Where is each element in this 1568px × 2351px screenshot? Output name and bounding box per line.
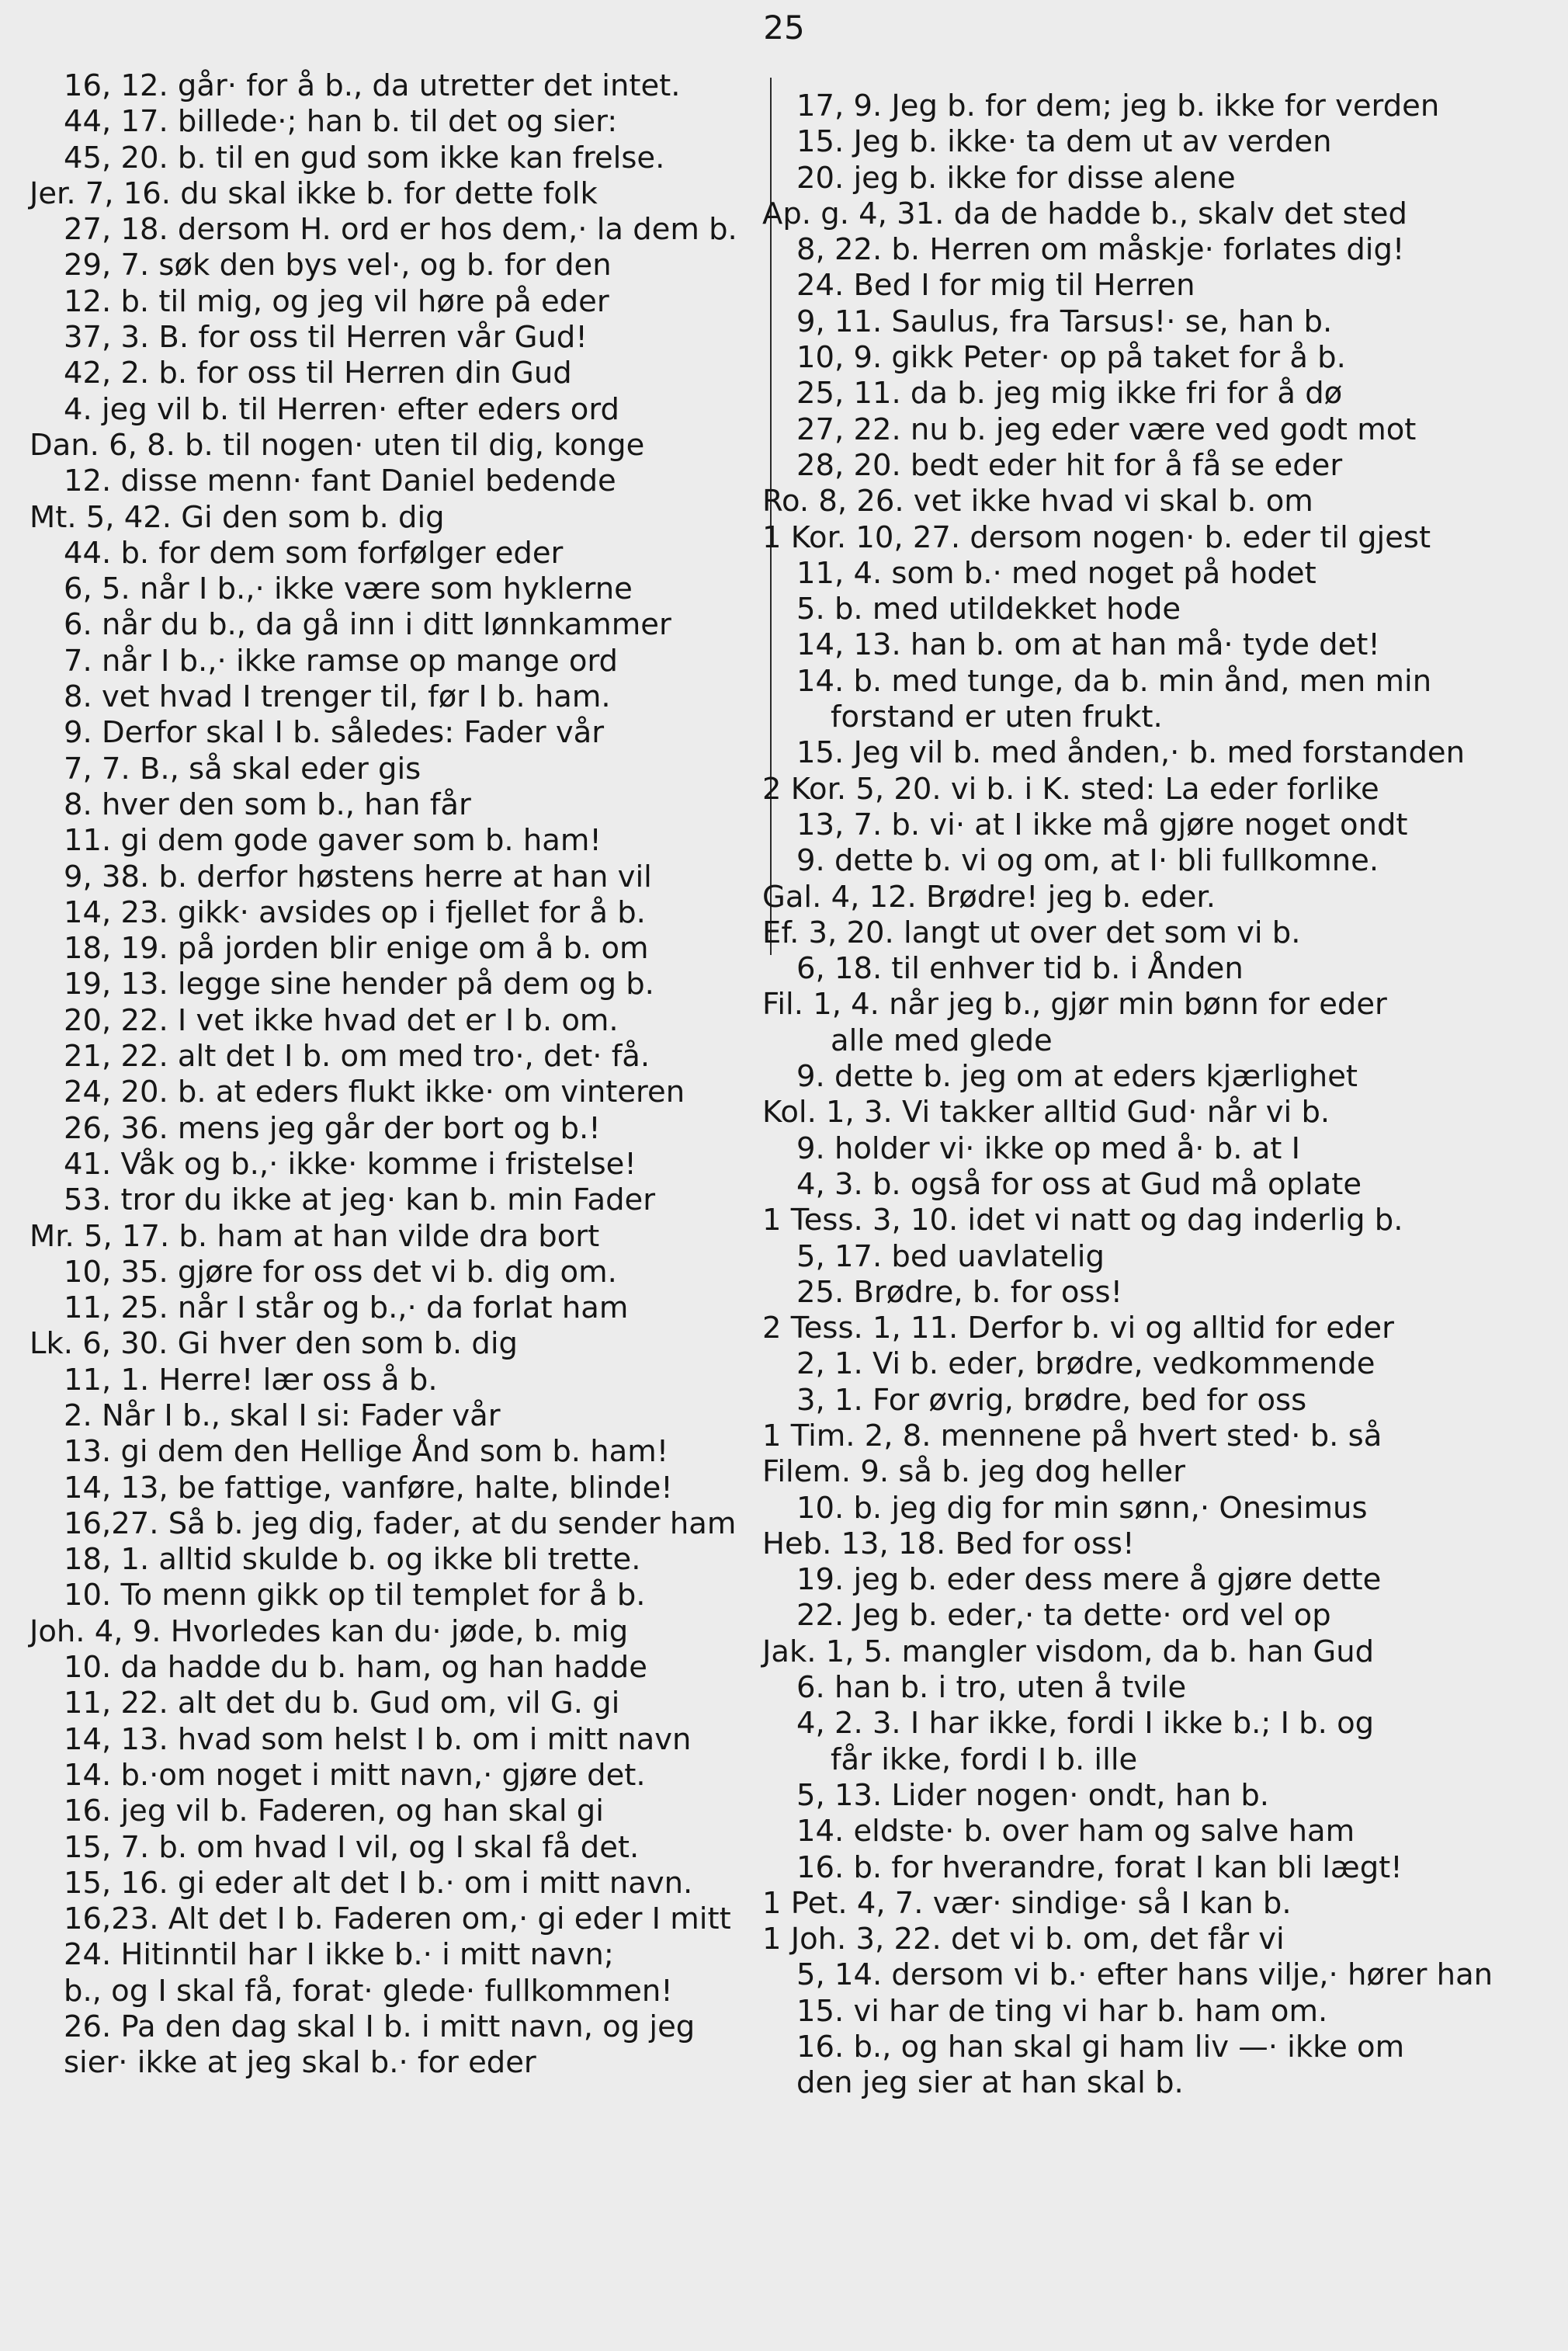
concordance-entry: 7, 7. B., så skal eder gis xyxy=(64,751,421,787)
concordance-entry: 26. Pa den dag skal I b. i mitt navn, og jeg xyxy=(64,2009,696,2045)
concordance-entry: 14, 13, be fattige, vanføre, halte, blinde! xyxy=(64,1470,673,1505)
concordance-entry: 21, 22. alt det I b. om med tro·, det· få. xyxy=(64,1039,650,1075)
concordance-entry: Mt. 5, 42. Gi den som b. dig xyxy=(29,499,445,535)
concordance-entry: 1 Tim. 2, 8. mennene på hvert sted· b. så xyxy=(762,1418,1382,1453)
concordance-entry: Kol. 1, 3. Vi takker alltid Gud· når vi b. xyxy=(762,1095,1330,1130)
concordance-entry: 45, 20. b. til en gud som ikke kan frelse. xyxy=(64,140,665,175)
concordance-entry: 10, 35. gjøre for oss det vi b. dig om. xyxy=(64,1254,617,1290)
concordance-entry: 9, 11. Saulus, fra Tarsus!· se, han b. xyxy=(796,304,1333,339)
concordance-entry: 12. disse menn· fant Daniel bedende xyxy=(64,464,616,499)
concordance-entry: 16, 12. går· for å b., da utretter det intet. xyxy=(64,68,681,103)
concordance-entry: Ap. g. 4, 31. da de hadde b., skalv det sted xyxy=(762,196,1407,231)
concordance-entry: 9. dette b. jeg om at eders kjærlighet xyxy=(796,1059,1358,1095)
concordance-entry: 2 Tess. 1, 11. Derfor b. vi og alltid for eder xyxy=(762,1311,1394,1346)
left-column xyxy=(29,68,765,2082)
concordance-entry: 18, 1. alltid skulde b. og ikke bli trette. xyxy=(64,1542,641,1578)
concordance-entry: 17, 9. Jeg b. for dem; jeg b. ikke for verden xyxy=(796,89,1440,123)
concordance-entry: 20. jeg b. ikke for disse alene xyxy=(796,160,1236,196)
concordance-entry: 14. b. med tunge, da b. min ånd, men min xyxy=(796,663,1432,699)
concordance-entry: 6, 5. når I b.,· ikke være som hyklerne xyxy=(64,571,633,607)
concordance-entry: 41. Våk og b.,· ikke· komme i fristelse! xyxy=(64,1146,637,1182)
concordance-entry: 37, 3. B. for oss til Herren vår Gud! xyxy=(64,320,588,356)
concordance-entry: Dan. 6, 8. b. til nogen· uten til dig, konge xyxy=(29,427,645,463)
concordance-entry: 8, 22. b. Herren om måskje· forlates dig! xyxy=(796,232,1405,268)
concordance-entry: den jeg sier at han skal b. xyxy=(796,2065,1184,2101)
concordance-entry: Ef. 3, 20. langt ut over det som vi b. xyxy=(762,915,1301,950)
concordance-entry: 4, 2. 3. I har ikke, fordi I ikke b.; I b. og xyxy=(796,1706,1375,1742)
concordance-entry: 15, 16. gi eder alt det I b.· om i mitt navn. xyxy=(64,1865,693,1901)
concordance-entry: 2, 1. Vi b. eder, brødre, vedkommende xyxy=(796,1346,1375,1382)
concordance-entry: 22. Jeg b. eder,· ta dette· ord vel op xyxy=(796,1598,1331,1634)
concordance-entry: 15, 7. b. om hvad I vil, og I skal få det. xyxy=(64,1829,640,1865)
concordance-entry: 3, 1. For øvrig, brødre, bed for oss xyxy=(796,1382,1307,1418)
concordance-entry: 18, 19. på jorden blir enige om å b. om xyxy=(64,931,649,967)
concordance-entry: 1 Tess. 3, 10. idet vi natt og dag inderlig b. xyxy=(762,1203,1403,1238)
concordance-entry: 16. b., og han skal gi ham liv —· ikke om xyxy=(796,2030,1405,2065)
concordance-entry: 42, 2. b. for oss til Herren din Gud xyxy=(64,356,572,391)
concordance-entry: Jer. 7, 16. du skal ikke b. for dette folk xyxy=(29,175,598,211)
concordance-entry: 25. Brødre, b. for oss! xyxy=(796,1274,1123,1310)
concordance-entry: 6, 18. til enhver tid b. i Ånden xyxy=(796,951,1244,987)
concordance-entry: 1 Joh. 3, 22. det vi b. om, det får vi xyxy=(762,1922,1285,1957)
concordance-entry: får ikke, fordi I b. ille xyxy=(831,1742,1138,1777)
concordance-entry: 7. når I b.,· ikke ramse op mange ord xyxy=(64,643,618,679)
concordance-entry: 9. dette b. vi og om, at I· bli fullkomne. xyxy=(796,843,1379,879)
concordance-entry: 16. b. for hverandre, forat I kan bli lægt! xyxy=(796,1849,1403,1885)
concordance-entry: 27, 18. dersom H. ord er hos dem,· la dem b. xyxy=(64,212,737,248)
concordance-entry: 28, 20. bedt eder hit for å få se eder xyxy=(796,447,1343,483)
concordance-entry: Joh. 4, 9. Hvorledes kan du· jøde, b. mig xyxy=(29,1613,629,1649)
concordance-entry: 9. holder vi· ikke op med å· b. at I xyxy=(796,1130,1300,1166)
concordance-entry: 10. To menn gikk op til templet for å b. xyxy=(64,1578,646,1613)
concordance-entry: 14. eldste· b. over ham og salve ham xyxy=(796,1814,1355,1849)
concordance-entry: 24, 20. b. at eders flukt ikke· om vinteren xyxy=(64,1075,685,1110)
concordance-entry: 6. han b. i tro, uten å tvile xyxy=(796,1670,1187,1706)
concordance-entry: 15. Jeg b. ikke· ta dem ut av verden xyxy=(796,124,1332,160)
concordance-entry: 11, 22. alt det du b. Gud om, vil G. gi xyxy=(64,1686,620,1721)
concordance-entry: 16,23. Alt det I b. Faderen om,· gi eder I mitt xyxy=(64,1901,731,1937)
concordance-entry: 5, 17. bed uavlatelig xyxy=(796,1238,1105,1274)
concordance-entry: 8. vet hvad I trenger til, før I b. ham. xyxy=(64,679,611,715)
concordance-entry: 26, 36. mens jeg går der bort og b.! xyxy=(64,1110,601,1146)
concordance-entry: Jak. 1, 5. mangler visdom, da b. han Gud xyxy=(762,1634,1375,1669)
concordance-entry: 14, 13. hvad som helst I b. om i mitt navn xyxy=(64,1721,692,1757)
concordance-entry: 19, 13. legge sine hender på dem og b. xyxy=(64,967,654,1002)
concordance-entry: 25, 11. da b. jeg mig ikke fri for å dø xyxy=(796,376,1343,412)
concordance-entry: 2 Kor. 5, 20. vi b. i K. sted: La eder forlike xyxy=(762,771,1379,807)
concordance-entry: 5, 13. Lider nogen· ondt, han b. xyxy=(796,1777,1270,1813)
concordance-entry: forstand er uten frukt. xyxy=(831,700,1163,735)
concordance-entry: 4, 3. b. også for oss at Gud må oplate xyxy=(796,1166,1362,1202)
concordance-entry: 10. da hadde du b. ham, og han hadde xyxy=(64,1650,647,1686)
concordance-entry: 10, 9. gikk Peter· op på taket for å b. xyxy=(796,340,1346,376)
concordance-entry: Lk. 6, 30. Gi hver den som b. dig xyxy=(29,1326,518,1362)
concordance-entry: 15. Jeg vil b. med ånden,· b. med forstanden xyxy=(796,735,1466,771)
concordance-entry: 12. b. til mig, og jeg vil høre på eder xyxy=(64,283,609,319)
concordance-entry: 1 Kor. 10, 27. dersom nogen· b. eder til gjest xyxy=(762,519,1431,555)
concordance-entry: Mr. 5, 17. b. ham at han vilde dra bort xyxy=(29,1218,600,1254)
concordance-entry: 24. Bed I for mig til Herren xyxy=(796,268,1195,304)
concordance-entry: 8. hver den som b., han får xyxy=(64,787,471,822)
concordance-entry: Fil. 1, 4. når jeg b., gjør min bønn for eder xyxy=(762,987,1387,1023)
page-number: 25 xyxy=(763,9,805,47)
concordance-entry: 16. jeg vil b. Faderen, og han skal gi xyxy=(64,1794,604,1829)
concordance-entry: Filem. 9. så b. jeg dog heller xyxy=(762,1454,1185,1490)
concordance-entry: 11. gi dem gode gaver som b. ham! xyxy=(64,823,602,859)
concordance-entry: 53. tror du ikke at jeg· kan b. min Fader xyxy=(64,1182,656,1218)
concordance-entry: 11, 4. som b.· med noget på hodet xyxy=(796,555,1316,591)
concordance-entry: 16,27. Så b. jeg dig, fader, at du sender ham xyxy=(64,1505,737,1541)
concordance-entry: 14, 13. han b. om at han må· tyde det! xyxy=(796,627,1380,663)
concordance-entry: Gal. 4, 12. Brødre! jeg b. eder. xyxy=(762,879,1216,915)
concordance-entry: 6. når du b., da gå inn i ditt lønnkammer xyxy=(64,607,671,643)
concordance-entry: alle med glede xyxy=(831,1023,1053,1058)
right-column xyxy=(762,89,1546,2102)
concordance-entry: 9, 38. b. derfor høstens herre at han vil xyxy=(64,859,652,894)
concordance-entry: 14. b.·om noget i mitt navn,· gjøre det. xyxy=(64,1757,646,1793)
concordance-entry: 11, 1. Herre! lær oss å b. xyxy=(64,1362,438,1398)
concordance-entry: 5, 14. dersom vi b.· efter hans vilje,· hører han xyxy=(796,1957,1493,1993)
concordance-entry: 9. Derfor skal I b. således: Fader vår xyxy=(64,715,605,751)
concordance-entry: 2. Når I b., skal I si: Fader vår xyxy=(64,1398,501,1433)
concordance-entry: 15. vi har de ting vi har b. ham om. xyxy=(796,1993,1328,2029)
concordance-entry: 10. b. jeg dig for min sønn,· Onesimus xyxy=(796,1490,1368,1526)
concordance-entry: 29, 7. søk den bys vel·, og b. for den xyxy=(64,248,612,283)
concordance-entry: 44, 17. billede·; han b. til det og sier: xyxy=(64,104,618,140)
concordance-entry: Heb. 13, 18. Bed for oss! xyxy=(762,1526,1135,1561)
concordance-entry: 1 Pet. 4, 7. vær· sindige· så I kan b. xyxy=(762,1885,1292,1921)
concordance-entry: sier· ikke at jeg skal b.· for eder xyxy=(64,2045,536,2081)
concordance-entry: 14, 23. gikk· avsides op i fjellet for å b. xyxy=(64,894,646,930)
concordance-entry: 27, 22. nu b. jeg eder være ved godt mot xyxy=(796,412,1417,447)
concordance-entry: 19. jeg b. eder dess mere å gjøre dette xyxy=(796,1562,1382,1598)
concordance-entry: Ro. 8, 26. vet ikke hvad vi skal b. om xyxy=(762,484,1313,519)
concordance-entry: 11, 25. når I står og b.,· da forlat ham xyxy=(64,1290,629,1326)
concordance-entry: 44. b. for dem som forfølger eder xyxy=(64,535,564,571)
concordance-entry: 24. Hitinntil har I ikke b.· i mitt navn; xyxy=(64,1937,614,1973)
concordance-entry: 13, 7. b. vi· at I ikke må gjøre noget ondt xyxy=(796,807,1408,842)
concordance-entry: 20, 22. I vet ikke hvad det er I b. om. xyxy=(64,1002,619,1038)
concordance-entry: 4. jeg vil b. til Herren· efter eders ord xyxy=(64,391,619,427)
concordance-entry: 13. gi dem den Hellige Ånd som b. ham! xyxy=(64,1434,669,1470)
concordance-entry: b., og I skal få, forat· glede· fullkommen! xyxy=(64,1973,673,2009)
concordance-entry: 5. b. med utildekket hode xyxy=(796,592,1181,627)
